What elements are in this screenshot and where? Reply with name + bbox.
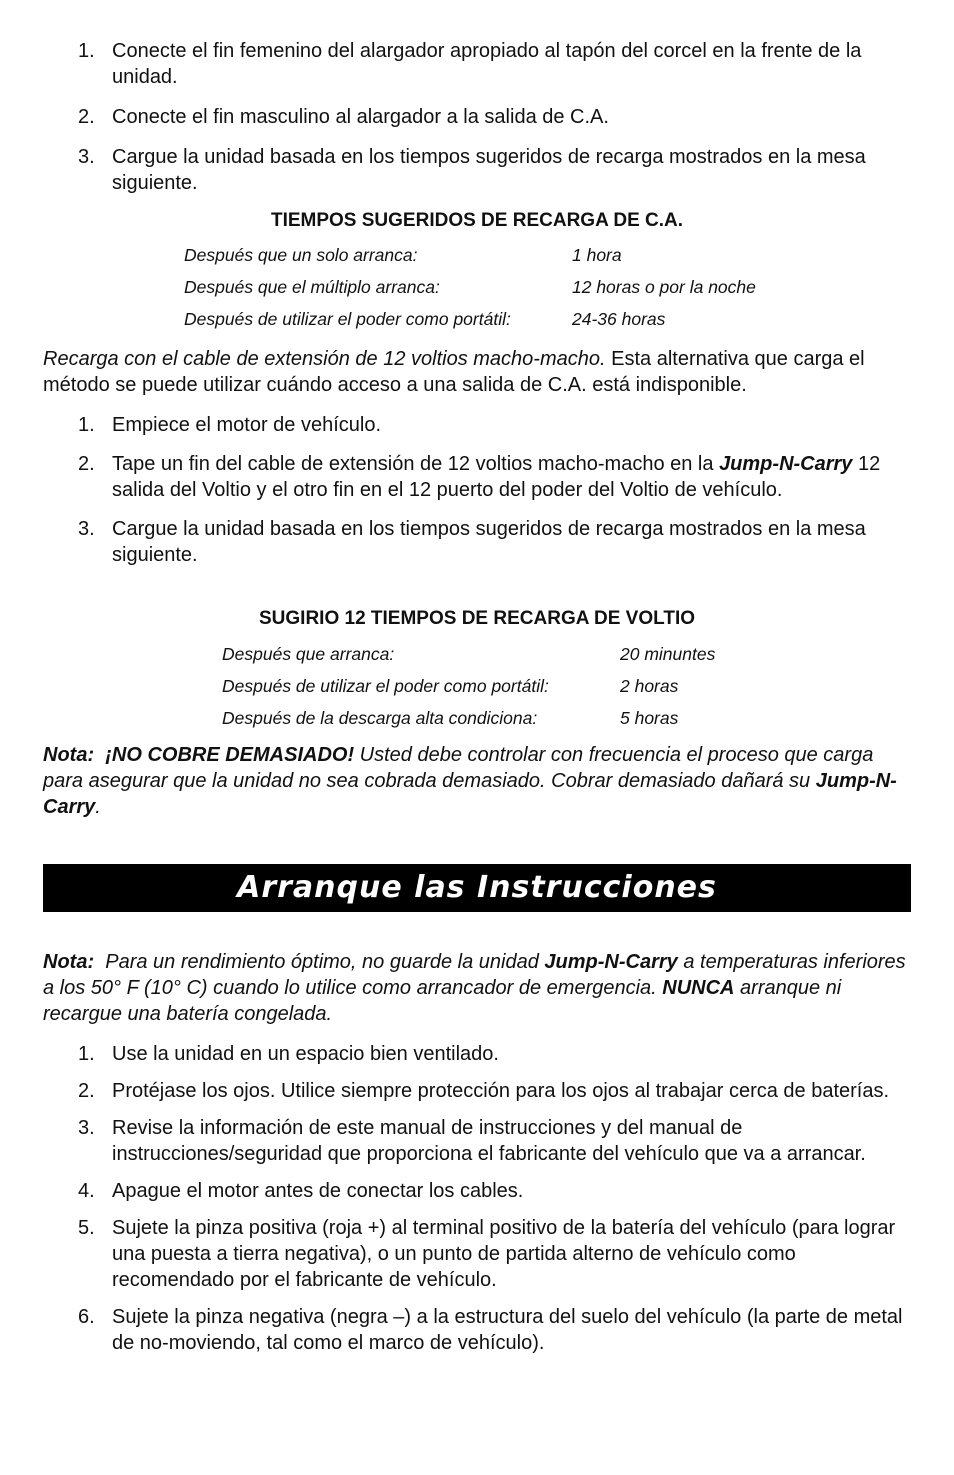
overcharge-note <box>43 742 910 820</box>
step-text: Sujete la pinza positiva (roja +) al terminal positivo de la batería del vehículo (para lograr una puesta a tierra negativa), o un punto de partida alterno de vehículo como recomendado por el fabricante de vehículo. <box>112 1217 896 1291</box>
step-text: Use la unidad en un espacio bien ventilado. <box>112 1043 499 1065</box>
list-item <box>0 1115 954 1167</box>
brand-name: Jump-N-Carry <box>719 453 853 475</box>
table-row <box>184 303 756 335</box>
step-number: 2. <box>78 106 95 128</box>
table-label: Después que arranca: <box>222 644 395 664</box>
ac-recharge-table <box>184 239 756 335</box>
step-text: Cargue la unidad basada en los tiempos sugeridos de recarga mostrados en la mesa siguiente. <box>112 146 866 194</box>
list-item <box>0 1078 954 1104</box>
step-text: Sujete la pinza negativa (negra –) a la estructura del suelo del vehículo (la parte de metal de no-moviendo, tal como el marco de vehículo). <box>112 1306 903 1354</box>
list-item <box>0 516 954 568</box>
12v-recharge-table <box>222 638 715 734</box>
recharge-12v-heading: Recarga con el cable de extensión de 12 voltios macho-macho. <box>43 348 606 370</box>
step-text-end: 12 salida del Voltio y el otro fin en el 12 puerto del poder del Voltio de vehículo. <box>112 453 881 501</box>
table-value: 1 hora <box>572 245 622 265</box>
list-item <box>0 38 954 90</box>
section-title: Arranque las Instrucciones <box>237 870 717 905</box>
list-item <box>0 1304 954 1356</box>
step-number: 4. <box>78 1180 95 1202</box>
table-row <box>222 638 715 670</box>
step-number: 3. <box>78 518 95 540</box>
recharge-12v-steps <box>0 412 954 568</box>
step-text: Empiece el motor de vehículo. <box>112 414 382 436</box>
table-value: 20 minuntes <box>620 644 716 664</box>
list-item <box>0 412 954 438</box>
overcharge-warning: ¡NO COBRE DEMASIADO! <box>105 744 355 766</box>
table-label: Después de utilizar el poder como portátil: <box>222 676 549 696</box>
table-row <box>184 239 756 271</box>
jump-start-steps <box>0 1041 954 1356</box>
step-number: 5. <box>78 1217 95 1239</box>
step-number: 1. <box>78 414 95 436</box>
list-item <box>0 144 954 196</box>
table-row <box>222 670 715 702</box>
recharge-12v-text: Esta alternativa que carga el método se puede utilizar cuándo acceso a una salida de C.A. está indisponible. <box>43 348 865 396</box>
note-text: arranque ni recargue una batería congelada. <box>43 977 842 1025</box>
list-item <box>0 1178 954 1204</box>
note-label: Nota: <box>43 744 95 766</box>
step-number: 3. <box>78 146 95 168</box>
step-number: 1. <box>78 40 95 62</box>
section-title-banner <box>43 864 911 912</box>
note-end: . <box>95 796 101 818</box>
step-number: 2. <box>78 453 95 475</box>
table-label: Después que un solo arranca: <box>184 245 418 265</box>
step-text: Conecte el fin masculino al alargador a la salida de C.A. <box>112 106 609 128</box>
storage-note <box>43 949 910 1027</box>
brand-name: Jump-N-Carry <box>43 770 897 818</box>
note-text: a temperaturas inferiores a los 50° F (10° C) cuando lo utilice como arrancador de emergencia. <box>43 951 906 999</box>
note-text: Para un rendimiento óptimo, no guarde la unidad <box>105 951 545 973</box>
step-number: 2. <box>78 1080 95 1102</box>
12v-recharge-table-title: SUGIRIO 12 TIEMPOS DE RECARGA DE VOLTIO <box>259 608 695 629</box>
note-text: Usted debe controlar con frecuencia el proceso que carga para asegurar que la unidad no sea cobrada demasiado. Cobrar demasiado dañará su <box>43 744 874 792</box>
list-item <box>0 1215 954 1293</box>
table-label: Después que el múltiplo arranca: <box>184 277 440 297</box>
never-warning: NUNCA <box>662 977 735 999</box>
table-label: Después de la descarga alta condiciona: <box>222 708 538 728</box>
recharge-ac-steps <box>0 38 954 196</box>
list-item <box>0 451 954 503</box>
table-value: 2 horas <box>620 676 679 696</box>
step-text: Protéjase los ojos. Utilice siempre protección para los ojos al trabajar cerca de baterías. <box>112 1080 890 1102</box>
note-label: Nota: <box>43 951 95 973</box>
brand-name: Jump-N-Carry <box>544 951 678 973</box>
table-value: 5 horas <box>620 708 679 728</box>
recharge-12v-paragraph <box>43 346 910 398</box>
step-text: Apague el motor antes de conectar los cables. <box>112 1180 524 1202</box>
table-value: 24-36 horas <box>572 309 666 329</box>
list-item <box>0 1041 954 1067</box>
step-number: 6. <box>78 1306 95 1328</box>
table-row <box>222 702 715 734</box>
step-number: 1. <box>78 1043 95 1065</box>
table-label: Después de utilizar el poder como portátil: <box>184 309 511 329</box>
step-text: Revise la información de este manual de instrucciones y del manual de instrucciones/seguridad que proporciona el fabricante del vehículo que va a arrancar. <box>112 1117 866 1165</box>
step-number: 3. <box>78 1117 95 1139</box>
step-text-start: Tape un fin del cable de extensión de 12 voltios macho-macho en la <box>112 453 720 475</box>
list-item <box>0 104 954 130</box>
step-text <box>112 453 880 501</box>
table-value: 12 horas o por la noche <box>572 277 756 297</box>
step-text: Cargue la unidad basada en los tiempos sugeridos de recarga mostrados en la mesa siguiente. <box>112 518 866 566</box>
table-row <box>184 271 756 303</box>
step-text: Conecte el fin femenino del alargador apropiado al tapón del corcel en la frente de la unidad. <box>112 40 862 88</box>
ac-recharge-table-title: TIEMPOS SUGERIDOS DE RECARGA DE C.A. <box>270 210 684 231</box>
